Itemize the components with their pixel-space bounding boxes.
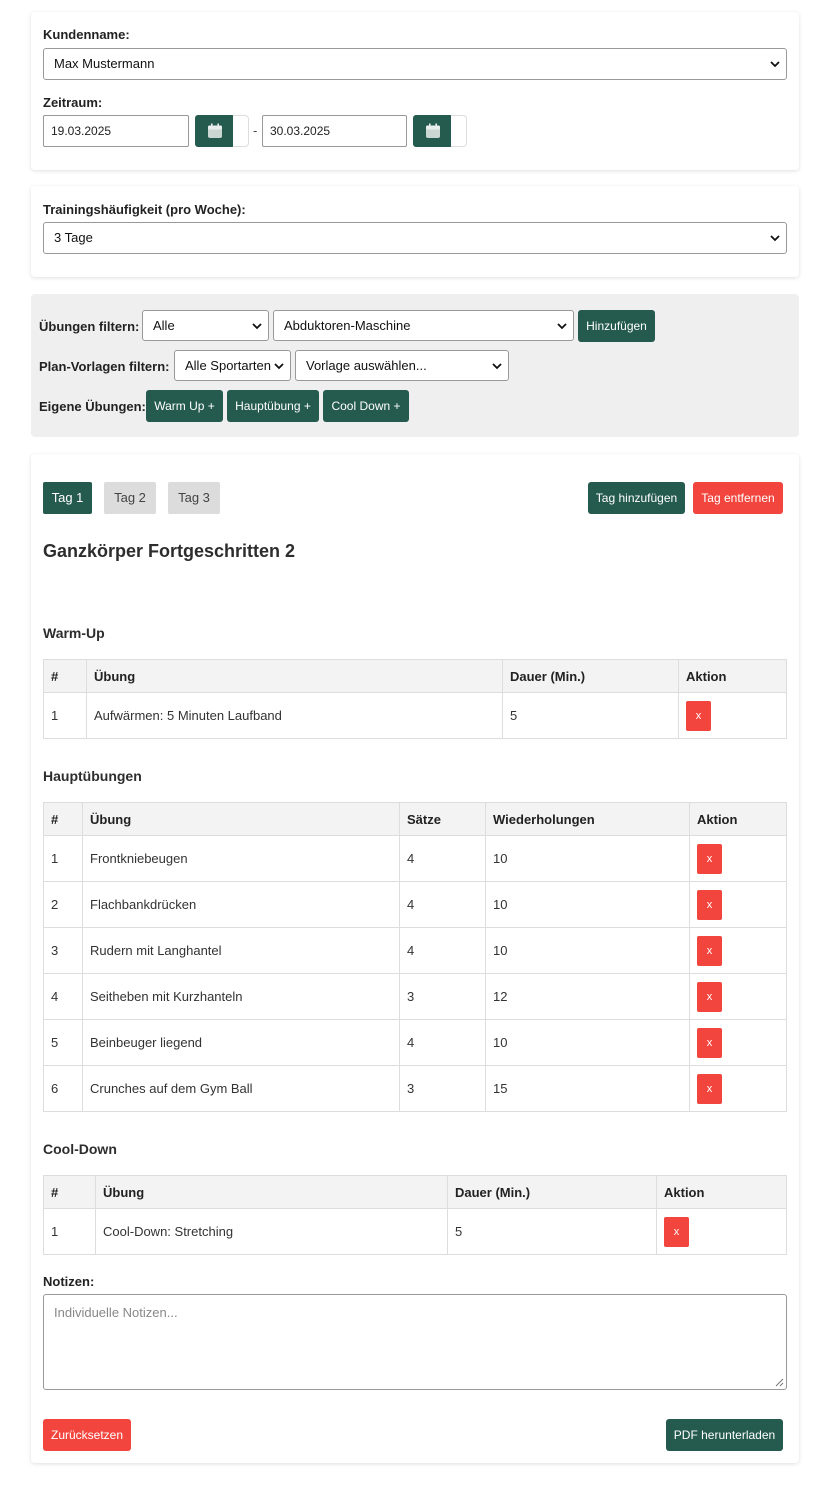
table-row: [44, 928, 787, 974]
notes-placeholder: Individuelle Notizen...: [54, 1305, 178, 1320]
tab-day-3[interactable]: Tag 3: [168, 482, 220, 514]
reps-value: 10: [486, 1020, 690, 1066]
warmup-section-title: Warm-Up: [43, 625, 105, 641]
add-exercise-button[interactable]: Hinzufügen: [578, 310, 655, 342]
main-exercises-table: [43, 802, 787, 1112]
template-select-value: Vorlage auswählen...: [306, 358, 427, 373]
exercise-category-value: Alle: [153, 318, 175, 333]
table-row: [44, 974, 787, 1020]
date-from-input[interactable]: 19.03.2025: [43, 115, 189, 147]
row-number: 1: [44, 693, 87, 739]
date-to-addon: [451, 115, 467, 147]
sets-value: 3: [400, 974, 486, 1020]
frequency-select[interactable]: [43, 222, 787, 254]
frequency-label: Trainingshäufigkeit (pro Woche):: [43, 202, 246, 217]
customer-label: Kundenname:: [43, 27, 130, 42]
delete-row-button[interactable]: x: [697, 936, 722, 966]
exercise-category-select[interactable]: [142, 310, 269, 341]
column-header: Wiederholungen: [486, 803, 690, 836]
chevron-down-icon: [557, 321, 567, 331]
action-cell: [690, 882, 787, 928]
chevron-down-icon: [770, 233, 780, 243]
date-to-calendar-button[interactable]: [413, 115, 453, 147]
remove-day-button[interactable]: Tag entfernen: [693, 482, 783, 514]
notes-label: Notizen:: [43, 1274, 95, 1289]
row-number: 5: [44, 1020, 83, 1066]
exercise-name: Flachbankdrücken: [83, 882, 400, 928]
column-header: Dauer (Min.): [503, 660, 679, 693]
add-day-button[interactable]: Tag hinzufügen: [588, 482, 685, 514]
chevron-down-icon: [492, 361, 502, 371]
period-label: Zeitraum:: [43, 95, 103, 110]
exercise-name: Aufwärmen: 5 Minuten Laufband: [87, 693, 503, 739]
column-header: Sätze: [400, 803, 486, 836]
chevron-down-icon: [770, 59, 780, 69]
calendar-icon: [207, 123, 223, 139]
customer-select[interactable]: [43, 48, 787, 80]
sets-value: 3: [400, 1066, 486, 1112]
sets-value: 4: [400, 928, 486, 974]
tab-day-1[interactable]: Tag 1: [43, 482, 92, 514]
chevron-down-icon: [252, 321, 262, 331]
column-header: Dauer (Min.): [448, 1176, 657, 1209]
plan-title: Ganzkörper Fortgeschritten 2: [43, 541, 296, 561]
delete-row-button[interactable]: x: [686, 701, 711, 731]
column-header: Aktion: [690, 803, 787, 836]
reps-value: 10: [486, 882, 690, 928]
sets-value: 4: [400, 882, 486, 928]
template-select[interactable]: [295, 350, 509, 381]
column-header: #: [44, 660, 87, 693]
reps-value: 10: [486, 836, 690, 882]
row-number: 1: [44, 1209, 96, 1255]
reps-value: 12: [486, 974, 690, 1020]
add-warmup-button[interactable]: Warm Up +: [146, 390, 223, 422]
table-header-row: [44, 660, 787, 693]
delete-row-button[interactable]: x: [697, 890, 722, 920]
resize-grip-icon[interactable]: [775, 1378, 784, 1387]
table-row: [44, 836, 787, 882]
duration-value: 5: [503, 693, 679, 739]
template-filter-label: Plan-Vorlagen filtern:: [39, 359, 170, 374]
exercise-name: Rudern mit Langhantel: [83, 928, 400, 974]
table-row: [44, 1066, 787, 1112]
date-from-addon: [233, 115, 249, 147]
delete-row-button[interactable]: x: [697, 982, 722, 1012]
row-number: 4: [44, 974, 83, 1020]
date-from-calendar-button[interactable]: [195, 115, 235, 147]
exercise-name: Cool-Down: Stretching: [96, 1209, 448, 1255]
column-header: Aktion: [679, 660, 787, 693]
exercise-name: Frontkniebeugen: [83, 836, 400, 882]
sets-value: 4: [400, 1020, 486, 1066]
tab-day-2[interactable]: Tag 2: [104, 482, 156, 514]
template-sport-value: Alle Sportarten: [185, 358, 271, 373]
calendar-icon: [425, 123, 441, 139]
date-to-input[interactable]: 30.03.2025: [262, 115, 407, 147]
row-number: 3: [44, 928, 83, 974]
table-header-row: [44, 1176, 787, 1209]
cooldown-table: [43, 1175, 787, 1255]
table-row: [44, 1209, 787, 1255]
column-header: Übung: [83, 803, 400, 836]
customer-value: Max Mustermann: [54, 56, 155, 71]
row-number: 6: [44, 1066, 83, 1112]
delete-row-button[interactable]: x: [697, 1074, 722, 1104]
action-cell: [690, 974, 787, 1020]
main-section-title: Hauptübungen: [43, 768, 142, 784]
action-cell: [690, 1066, 787, 1112]
sets-value: 4: [400, 836, 486, 882]
delete-row-button[interactable]: x: [664, 1217, 689, 1247]
delete-row-button[interactable]: x: [697, 844, 722, 874]
column-header: #: [44, 803, 83, 836]
action-cell: [657, 1209, 787, 1255]
exercise-selected-value: Abduktoren-Maschine: [284, 318, 411, 333]
add-cooldown-button[interactable]: Cool Down +: [323, 390, 409, 422]
column-header: Übung: [87, 660, 503, 693]
custom-exercises-label: Eigene Übungen:: [39, 399, 146, 414]
duration-value: 5: [448, 1209, 657, 1255]
table-row: [44, 693, 787, 739]
exercise-name: Beinbeuger liegend: [83, 1020, 400, 1066]
column-header: Aktion: [657, 1176, 787, 1209]
exercise-name: Seitheben mit Kurzhanteln: [83, 974, 400, 1020]
exercise-filter-label: Übungen filtern:: [39, 319, 140, 334]
table-row: [44, 882, 787, 928]
action-cell: [690, 1020, 787, 1066]
action-cell: [690, 928, 787, 974]
add-main-exercise-button[interactable]: Hauptübung +: [227, 390, 319, 422]
pdf-download-button[interactable]: PDF herunterladen: [666, 1419, 783, 1451]
template-sport-select[interactable]: [174, 350, 291, 381]
row-number: 2: [44, 882, 83, 928]
chevron-down-icon: [274, 361, 284, 371]
cooldown-section-title: Cool-Down: [43, 1141, 117, 1157]
reset-button[interactable]: Zurücksetzen: [43, 1419, 131, 1451]
table-header-row: [44, 803, 787, 836]
table-row: [44, 1020, 787, 1066]
reps-value: 10: [486, 928, 690, 974]
exercise-name: Crunches auf dem Gym Ball: [83, 1066, 400, 1112]
action-cell: [690, 836, 787, 882]
delete-row-button[interactable]: x: [697, 1028, 722, 1058]
column-header: Übung: [96, 1176, 448, 1209]
frequency-value: 3 Tage: [54, 230, 93, 245]
notes-textarea[interactable]: [43, 1294, 787, 1390]
row-number: 1: [44, 836, 83, 882]
warmup-table: [43, 659, 787, 739]
column-header: #: [44, 1176, 96, 1209]
exercise-select[interactable]: [273, 310, 574, 341]
action-cell: [679, 693, 787, 739]
reps-value: 15: [486, 1066, 690, 1112]
period-separator: -: [253, 123, 258, 138]
